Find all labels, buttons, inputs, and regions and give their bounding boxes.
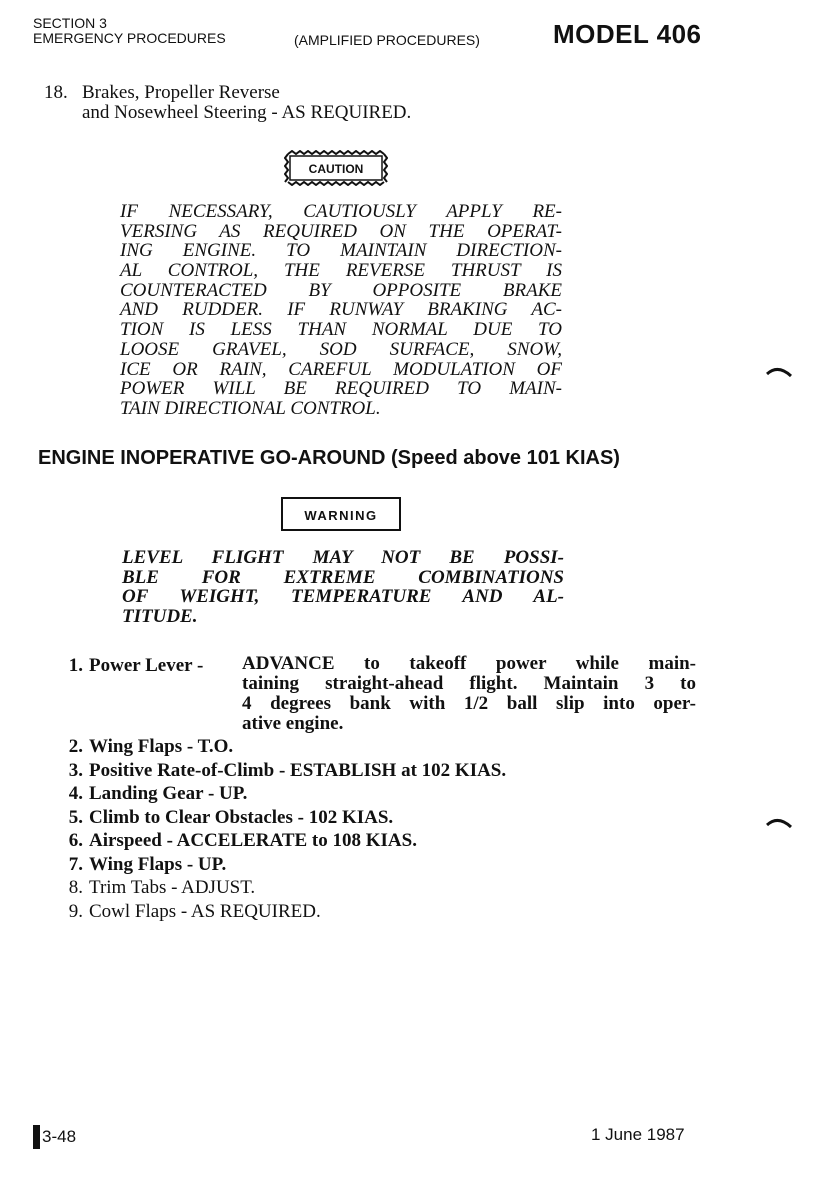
section-header — [33, 16, 226, 46]
step-line: 4 degrees bank with 1/2 ball slip into oper- — [242, 693, 696, 714]
caution-line: TAIN DIRECTIONAL CONTROL. — [120, 397, 381, 419]
warning-line: OF WEIGHT, TEMPERATURE AND AL- — [122, 586, 564, 608]
caution-box — [284, 150, 388, 186]
step-text: Wing Flaps - UP. — [89, 853, 227, 875]
caution-label: CAUTION — [308, 162, 364, 176]
step-lead: Power Lever - — [89, 655, 204, 676]
step-line: taining straight-ahead flight. Maintain 3 to — [242, 673, 696, 694]
amplified-procedures-label: (AMPLIFIED PROCEDURES) — [294, 32, 480, 48]
section-name: EMERGENCY PROCEDURES — [33, 30, 226, 46]
step-number: 2. — [68, 736, 83, 757]
margin-mark-icon — [766, 817, 792, 829]
caution-line: LOOSE GRAVEL, SOD SURFACE, SNOW, — [120, 338, 562, 360]
step-number: 1. — [68, 655, 83, 676]
step-number: 8. — [68, 877, 83, 898]
margin-mark-icon — [766, 366, 792, 378]
caution-line: AND RUDDER. IF RUNWAY BRAKING AC- — [120, 299, 562, 321]
page-number: 3-48 — [42, 1127, 77, 1146]
warning-line: TITUDE. — [122, 606, 198, 628]
revision-date: 1 June 1987 — [591, 1125, 685, 1144]
section-number: SECTION 3 — [33, 15, 107, 31]
step-text: Trim Tabs - ADJUST. — [89, 877, 256, 898]
caution-line: POWER WILL BE REQUIRED TO MAIN- — [120, 378, 562, 400]
step-line: ADVANCE to takeoff power while main- — [242, 653, 696, 674]
warning-line: BLE FOR EXTREME COMBINATIONS — [122, 566, 564, 588]
step-text: Wing Flaps - T.O. — [89, 736, 234, 757]
step-number: 4. — [68, 783, 83, 804]
step-text: Climb to Clear Obstacles - 102 KIAS. — [89, 806, 394, 828]
step-text: Airspeed - ACCELERATE to 108 KIAS. — [89, 830, 417, 851]
step-number: 9. — [68, 900, 83, 922]
warning-line: LEVEL FLIGHT MAY NOT BE POSSI- — [122, 547, 564, 568]
step-text — [82, 83, 411, 123]
caution-text — [120, 202, 562, 419]
step-line: and Nosewheel Steering - AS REQUIRED. — [82, 102, 412, 123]
warning-text — [122, 548, 564, 627]
step-number: 5. — [68, 806, 83, 828]
step-line: Brakes, Propeller Reverse — [82, 82, 280, 103]
caution-line: TION IS LESS THAN NORMAL DUE TO — [120, 319, 562, 341]
model-title: MODEL 406 — [553, 19, 702, 49]
step-text: Cowl Flaps - AS REQUIRED. — [89, 900, 321, 922]
section-title: ENGINE INOPERATIVE GO-AROUND (Speed above 101 KIAS) — [38, 447, 620, 469]
caution-line: VERSING AS REQUIRED ON THE OPERAT- — [120, 220, 562, 242]
step-number: 3. — [68, 759, 83, 781]
caution-line: ICE OR RAIN, CAREFUL MODULATION OF — [120, 358, 562, 380]
step-number: 6. — [68, 830, 83, 851]
warning-label: WARNING — [304, 508, 378, 523]
caution-line: COUNTERACTED BY OPPOSITE BRAKE — [120, 279, 562, 301]
step-body — [242, 654, 696, 734]
step-text: Positive Rate-of-Climb - ESTABLISH at 102 KIAS. — [89, 759, 507, 781]
revision-bar — [33, 1125, 40, 1149]
step-text: Landing Gear - UP. — [89, 783, 248, 804]
step-number: 18. — [44, 82, 68, 103]
step-number: 7. — [68, 853, 83, 875]
warning-box — [281, 497, 401, 531]
caution-line: AL CONTROL, THE REVERSE THRUST IS — [120, 260, 562, 282]
caution-line: ING ENGINE. TO MAINTAIN DIRECTION- — [120, 240, 562, 262]
caution-line: IF NECESSARY, CAUTIOUSLY APPLY RE- — [120, 201, 562, 222]
step-line: ative engine. — [242, 713, 344, 734]
